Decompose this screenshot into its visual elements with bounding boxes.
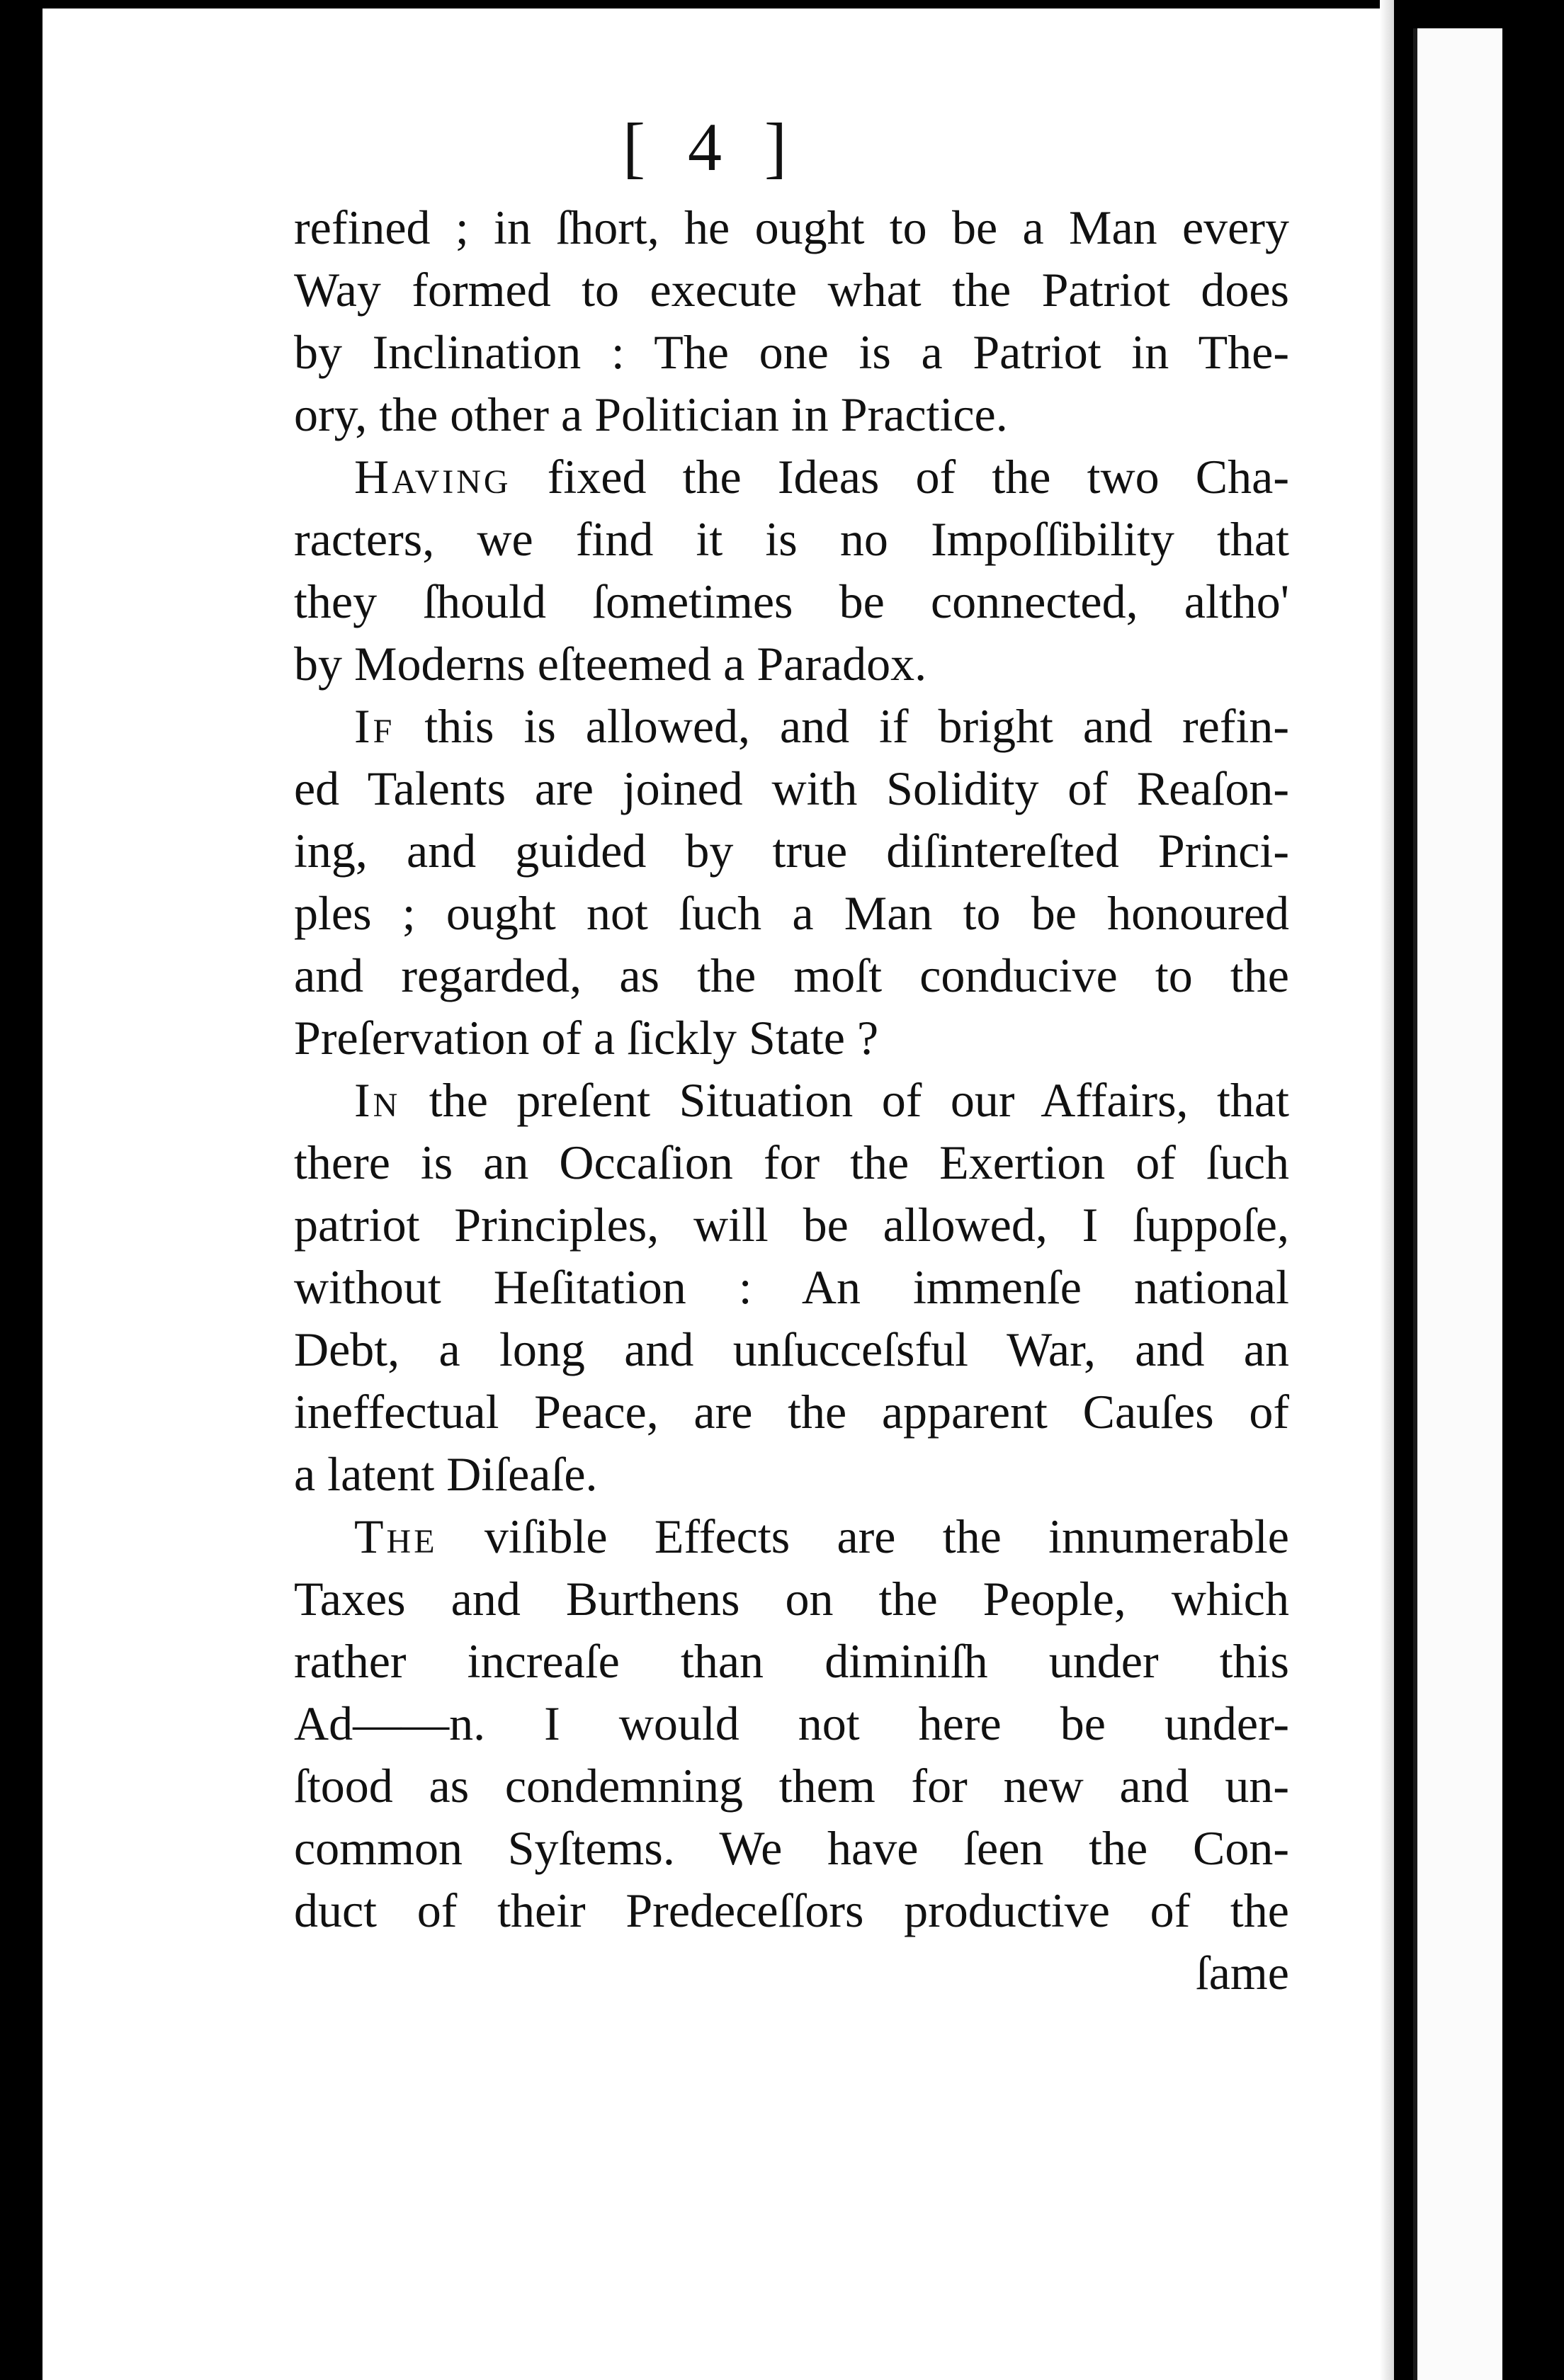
- text-line: racters, we find it is no Impoſſibility that: [294, 512, 1289, 566]
- paragraph-lead-word: If: [354, 699, 395, 753]
- text-line: rather increaſe than diminiſh under this: [294, 1634, 1289, 1688]
- text-line: they ſhould ſometimes be connected, altho': [294, 574, 1289, 628]
- text-line: there is an Occaſion for the Exertion of ſuch: [294, 1135, 1289, 1189]
- text-line: Preſervation of a ſickly State ?: [294, 1011, 879, 1065]
- text-line: a latent Diſeaſe.: [294, 1447, 598, 1501]
- text-line: ed Talents are joined with Solidity of Reaſon-: [294, 761, 1289, 815]
- text-line: common Syſtems. We have ſeen the Con-: [294, 1821, 1289, 1875]
- page-number: [ 4 ]: [623, 109, 800, 185]
- catchword: ſame: [1195, 1946, 1289, 2000]
- text-line: ples ; ought not ſuch a Man to be honoured: [294, 886, 1289, 940]
- text-line-rest: this is allowed, and if bright and refin-: [395, 699, 1289, 753]
- scan-border-top: [0, 0, 1564, 8]
- paragraph-1: [294, 196, 1289, 446]
- paragraph-lead-word: The: [354, 1509, 438, 1563]
- text-line-rest: viſible Effects are the innumerable: [437, 1509, 1289, 1563]
- text-line: ineffectual Peace, are the apparent Cauſes of: [294, 1385, 1289, 1439]
- text-line: refined ; in ſhort, he ought to be a Man every: [294, 200, 1289, 254]
- paragraph-5: [294, 1505, 1289, 1942]
- paragraph-2: [294, 446, 1289, 695]
- text-line: by Inclination : The one is a Patriot in The-: [294, 325, 1289, 379]
- text-line: Ad——n. I would not here be under-: [294, 1696, 1289, 1750]
- text-line: and regarded, as the moſt conducive to the: [294, 948, 1289, 1002]
- text-line: [294, 695, 1289, 757]
- text-line: [294, 1505, 1289, 1568]
- text-line: Way formed to execute what the Patriot does: [294, 263, 1289, 317]
- book-page: [42, 8, 1380, 2380]
- text-line: without Heſitation : An immenſe national: [294, 1260, 1289, 1314]
- text-line: ing, and guided by true diſintereſted Princi-: [294, 824, 1289, 878]
- scan-border-left: [0, 0, 42, 2380]
- facing-page-edge: [1413, 28, 1502, 2380]
- text-line: ſtood as condemning them for new and un-: [294, 1759, 1289, 1813]
- paragraph-4: [294, 1069, 1289, 1505]
- body-text: [294, 196, 1289, 2004]
- text-line: by Moderns eſteemed a Paradox.: [294, 637, 927, 691]
- text-line: duct of their Predeceſſors productive of the: [294, 1883, 1289, 1937]
- text-line: Debt, a long and unſucceſsful War, and an: [294, 1322, 1289, 1376]
- text-line: [294, 446, 1289, 508]
- text-line-rest: fixed the Ideas of the two Cha-: [511, 450, 1289, 504]
- paragraph-3: [294, 695, 1289, 1069]
- text-line: [294, 1069, 1289, 1131]
- paragraph-lead-word: Having: [354, 450, 511, 504]
- text-line: ory, the other a Politician in Practice.: [294, 387, 1008, 441]
- text-line-rest: the preſent Situation of our Affairs, that: [400, 1073, 1289, 1127]
- gutter-shadow: [1380, 0, 1394, 2380]
- paragraph-lead-word: In: [354, 1073, 401, 1127]
- text-line: Taxes and Burthens on the People, which: [294, 1572, 1289, 1626]
- text-line: patriot Principles, will be allowed, I ſuppoſe,: [294, 1198, 1289, 1252]
